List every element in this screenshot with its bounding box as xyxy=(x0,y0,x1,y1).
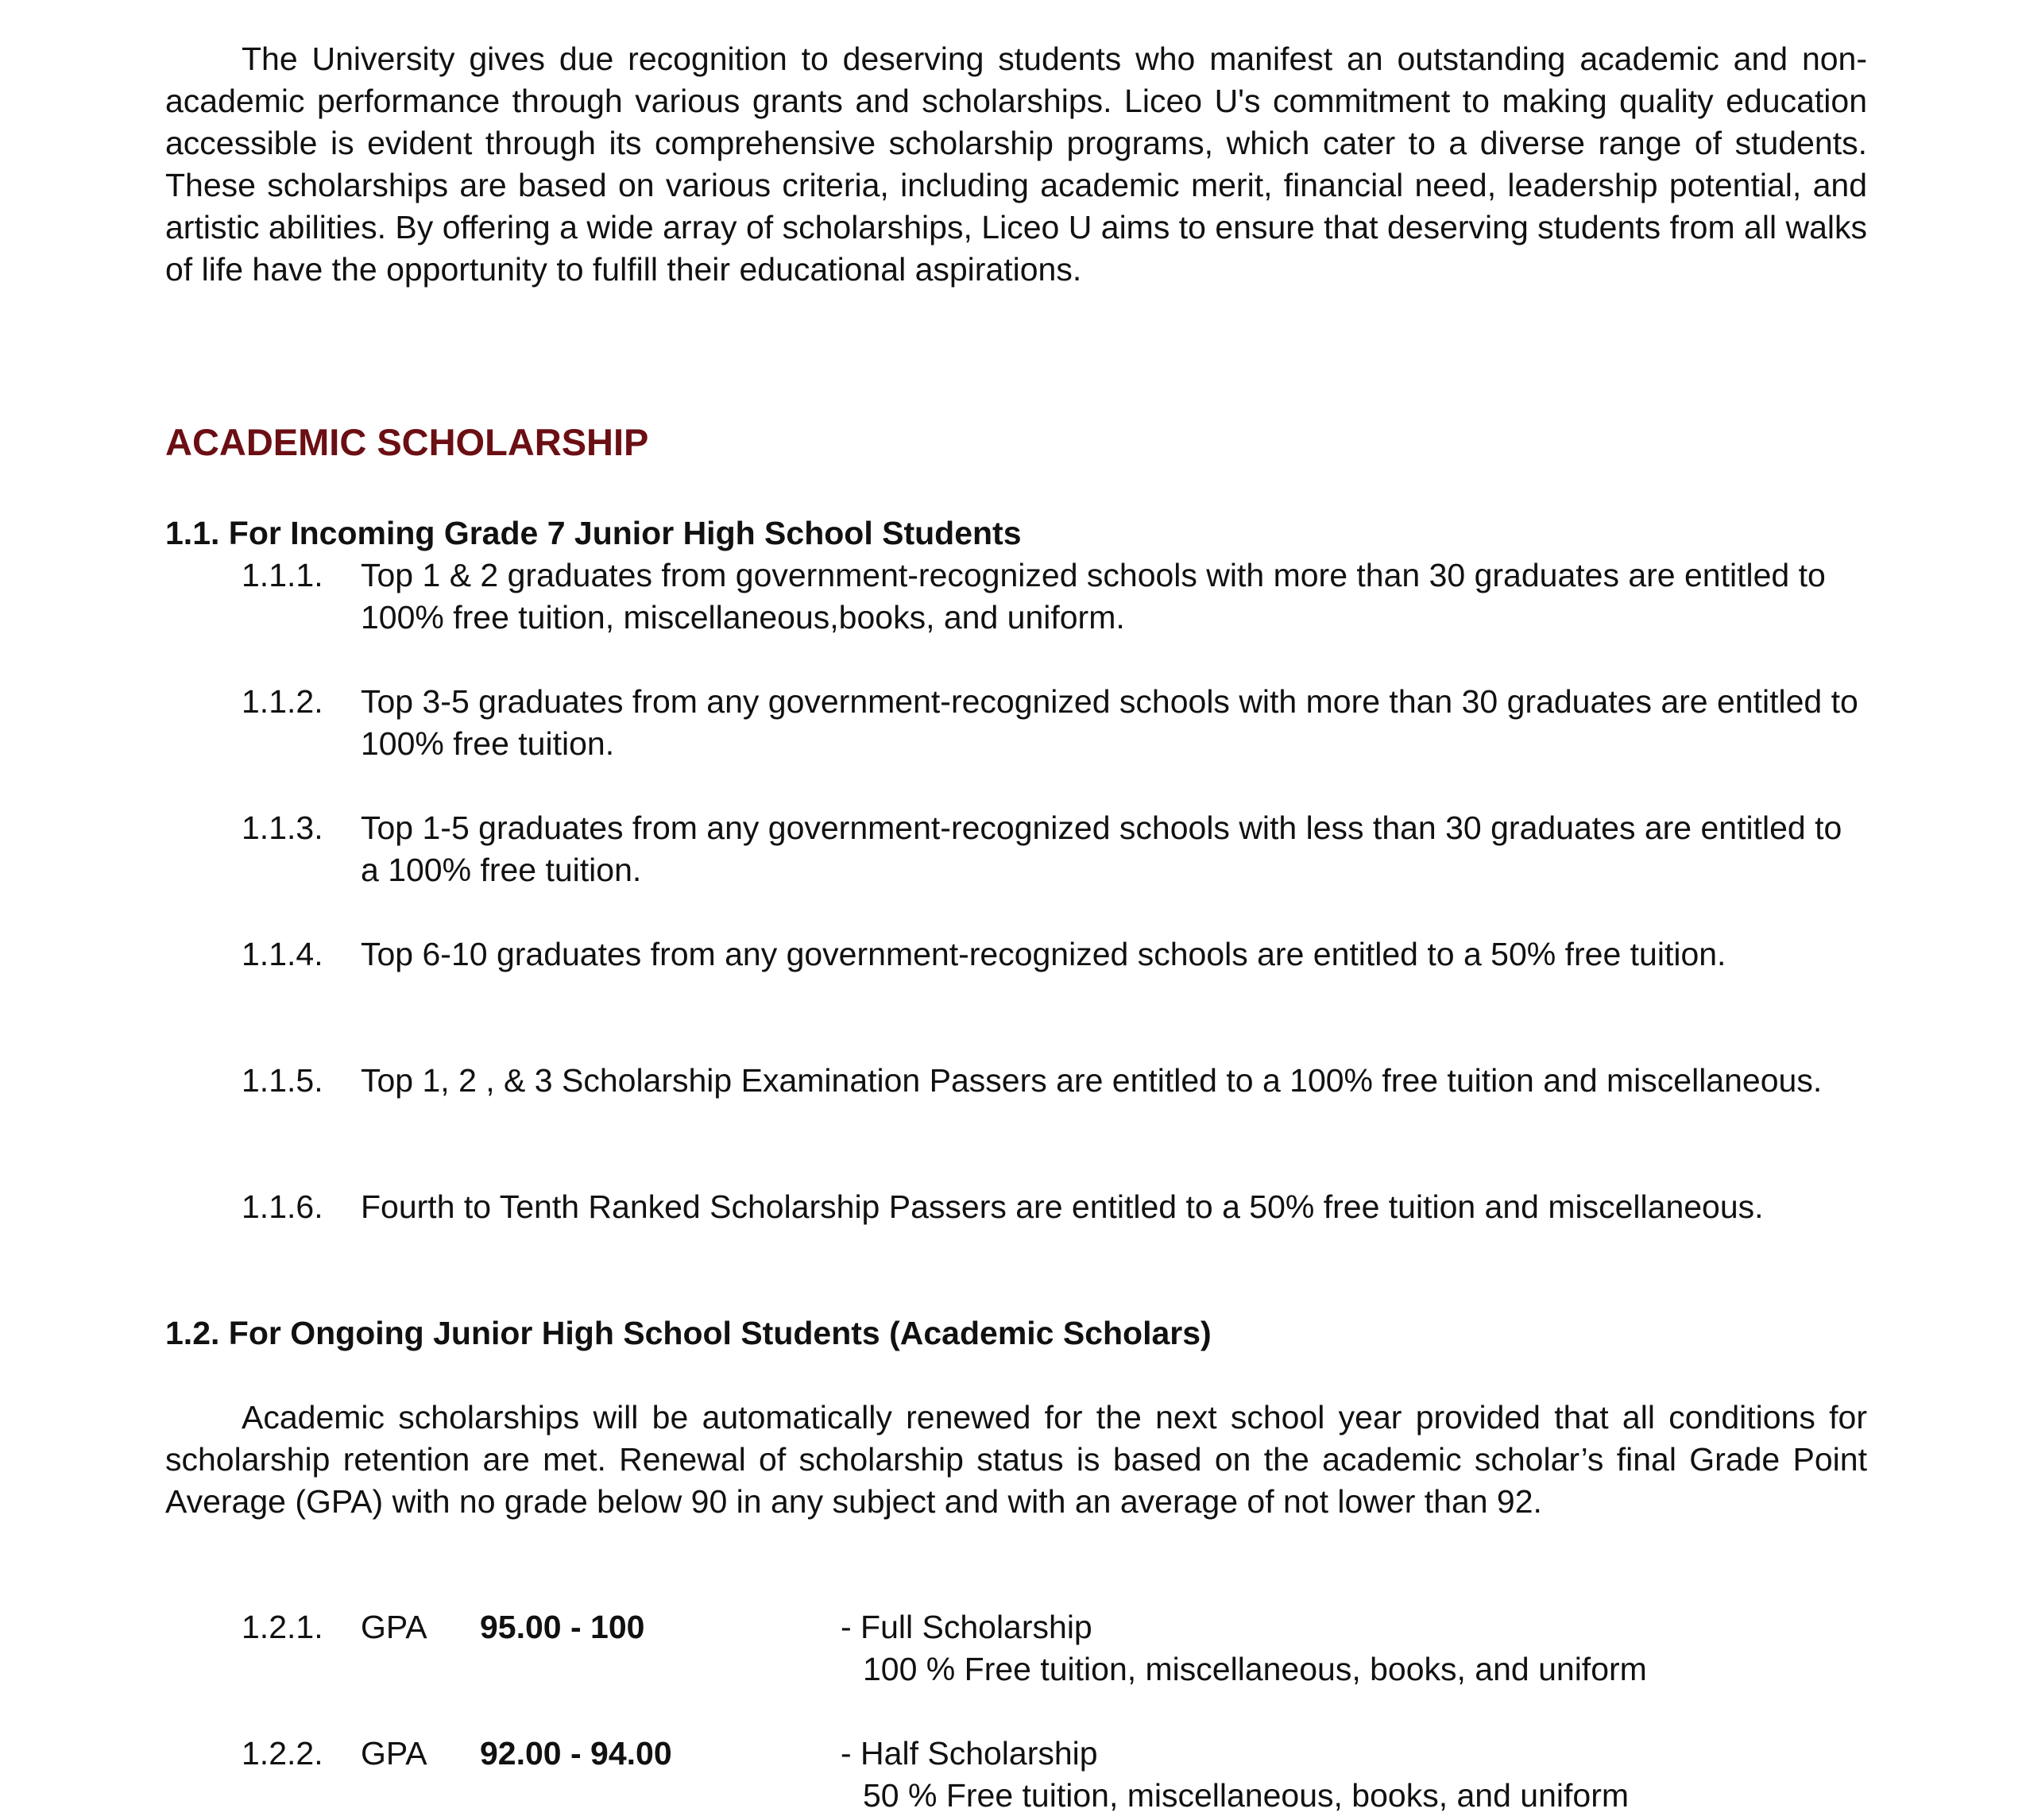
item-text: Top 1-5 graduates from any government-recognized schools with less than 30 graduates are entitled to a 100% free tuition. xyxy=(361,810,1842,888)
subsection-heading-1-1: 1.1. For Incoming Grade 7 Junior High School Students xyxy=(165,515,1022,551)
item-text: Top 3-5 graduates from any government-recognized schools with more than 30 graduates are entitled to 100% free tuition. xyxy=(361,683,1858,762)
gpa-range: 92.00 - 94.00 xyxy=(480,1735,672,1772)
item-text: Top 1 & 2 graduates from government-recognized schools with more than 30 graduates are entitled to 100% free tuition, miscellaneous,books, and uniform. xyxy=(361,557,1826,636)
subsection-heading-1-2: 1.2. For Ongoing Junior High School Students (Academic Scholars) xyxy=(165,1315,1212,1351)
gpa-row xyxy=(242,1733,1867,1820)
item-text: Top 1, 2 , & 3 Scholarship Examination Passers are entitled to a 100% free tuition and miscellaneous. xyxy=(361,1062,1823,1099)
item-number: 1.1.4. xyxy=(242,936,323,972)
item-number: 1.2.2. xyxy=(242,1735,323,1772)
renewal-paragraph: Academic scholarships will be automatically renewed for the next school year provided that all conditions for scholarship retention are met. Renewal of scholarship status is based on the academic scholar’s final Grade Point Average (GPA) with no grade below 90 in any subject and with an average of not lower than 92. xyxy=(165,1399,1867,1520)
item-number: 1.2.1. xyxy=(242,1609,323,1645)
gpa-label: GPA xyxy=(361,1735,427,1772)
gpa-label: GPA xyxy=(361,1609,427,1645)
gpa-range: 95.00 - 100 xyxy=(480,1609,645,1645)
item-number: 1.1.1. xyxy=(242,557,323,593)
scholarship-description: 100 % Free tuition, miscellaneous, books, and uniform xyxy=(863,1651,1647,1687)
section-title: ACADEMIC SCHOLARSHIP xyxy=(165,421,649,463)
item-number: 1.1.3. xyxy=(242,810,323,846)
item-text: Top 6-10 graduates from any government-recognized schools are entitled to a 50% free tuition. xyxy=(361,936,1726,972)
scholarship-type: - Half Scholarship xyxy=(841,1735,1098,1772)
intro-paragraph: The University gives due recognition to deserving students who manifest an outstanding academic and non-academic performance through various grants and scholarships. Liceo U's commitment to making quality education accessible is evident through its comprehensive scholarship programs, which cater to a diverse range of students. These scholarships are based on various criteria, including academic merit, financial need, leadership potential, and artistic abilities. By offering a wide array of scholarships, Liceo U aims to ensure that deserving students from all walks of life have the opportunity to fulfill their educational aspirations. xyxy=(165,41,1867,288)
item-number: 1.1.5. xyxy=(242,1062,323,1099)
item-number: 1.1.2. xyxy=(242,683,323,720)
item-text: Fourth to Tenth Ranked Scholarship Passers are entitled to a 50% free tuition and miscellaneous. xyxy=(361,1188,1764,1225)
scholarship-type: - Full Scholarship xyxy=(841,1609,1092,1645)
scholarship-description: 50 % Free tuition, miscellaneous, books, and uniform xyxy=(863,1777,1630,1814)
item-number: 1.1.6. xyxy=(242,1188,323,1225)
gpa-row xyxy=(242,1606,1867,1694)
